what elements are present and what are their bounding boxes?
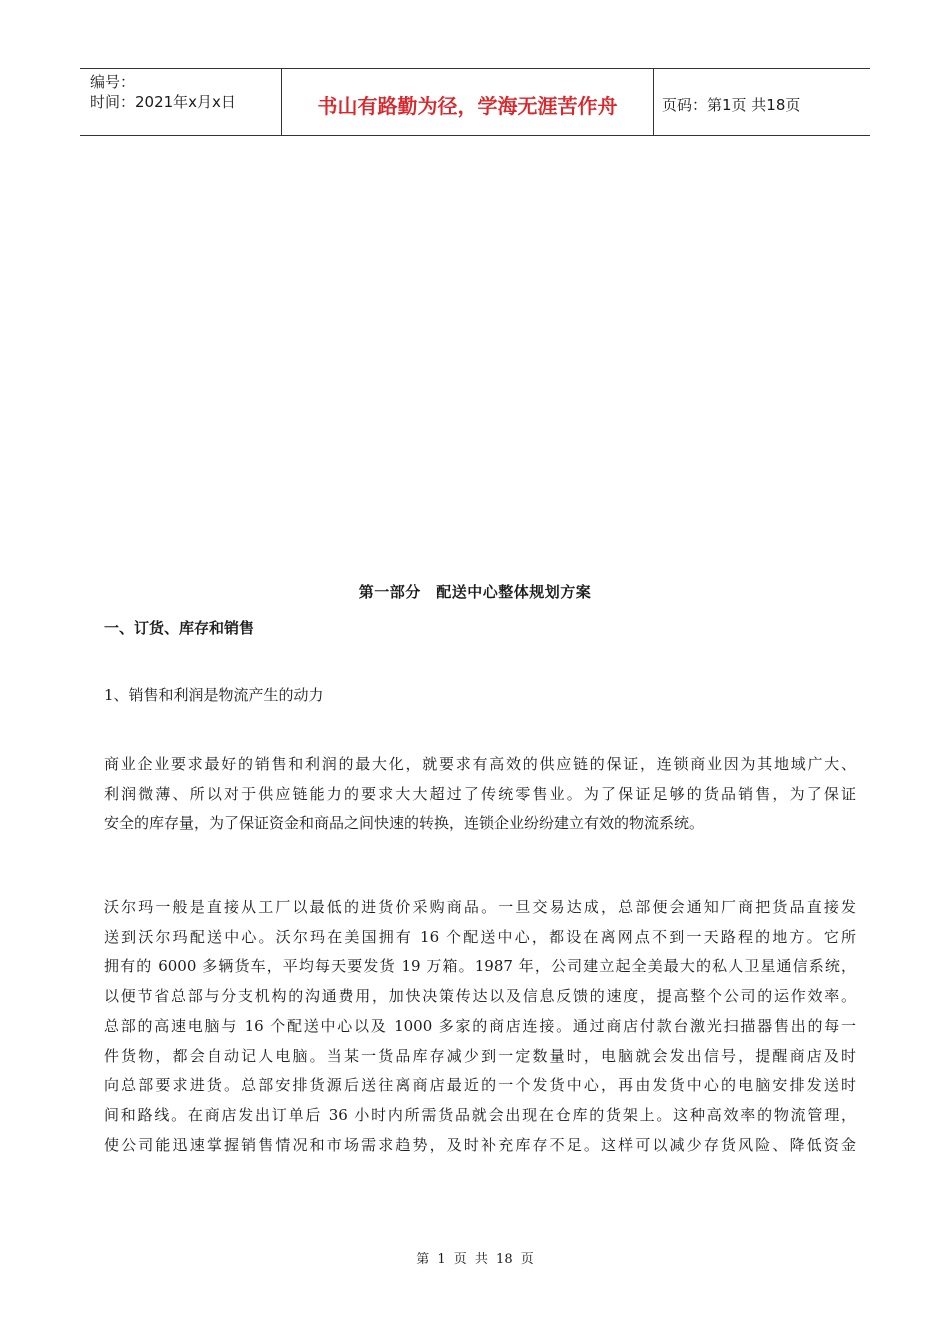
paragraph-line: 总部的高速电脑与 16 个配送中心以及 1000 多家的商店连接。通过商店付款台激光扫描器售出的每一: [104, 1016, 856, 1035]
paragraph-line: 间和路线。在商店发出订单后 36 小时内所需货品就会出现在仓库的货架上。这种高效率的物流管理，: [104, 1105, 856, 1124]
paragraph-line: 件货物，都会自动记人电脑。当某一货品库存减少到一定数量时，电脑就会发出信号，提醒商店及时: [104, 1046, 856, 1065]
paragraph-line: 向总部要求进货。总部安排货源后送往离商店最近的一个发货中心，再由发货中心的电脑安排发送时: [104, 1076, 856, 1095]
header-motto: 书山有路勤为径，学海无涯苦作舟: [282, 69, 654, 135]
item-title: 1、销售和利润是物流产生的动力: [104, 686, 324, 704]
paragraph-line: 商业企业要求最好的销售和利润的最大化，就要求有高效的供应链的保证，连锁商业因为其地域广大、: [104, 755, 856, 773]
page-header: [80, 68, 870, 136]
paragraph-line: 使公司能迅速掌握销售情况和市场需求趋势，及时补充库存不足。这样可以减少存货风险、降低资金: [104, 1135, 856, 1154]
section-title: 第一部分 配送中心整体规划方案: [358, 583, 592, 601]
header-page-number: 页码：第1页 共18页: [662, 95, 801, 114]
paragraph-1: [104, 750, 856, 839]
paragraph-2: [104, 893, 856, 1160]
header-meta: [80, 69, 282, 135]
page-footer: 第 1 页 共 18 页: [416, 1252, 534, 1267]
serial-number-label: 编号：: [90, 73, 136, 91]
paragraph-line: 安全的库存量，为了保证资金和商品之间快速的转换，连锁企业纷纷建立有效的物流系统。: [104, 814, 705, 833]
paragraph-line: 以便节省总部与分支机构的沟通费用，加快决策传达以及信息反馈的速度，提高整个公司的运作效率。: [104, 987, 856, 1006]
paragraph-line: 送到沃尔玛配送中心。沃尔玛在美国拥有 16 个配送中心，都设在离网点不到一天路程的地方。它所: [104, 927, 856, 946]
paragraph-line: 拥有的 6000 多辆货车，平均每天要发货 19 万箱。1987 年，公司建立起全美最大的私人卫星通信系统，: [104, 957, 856, 976]
paragraph-line: 利润微薄、所以对于供应链能力的要求大大超过了传统零售业。为了保证足够的货品销售，为了保证: [104, 784, 856, 803]
paragraph-line: 沃尔玛一般是直接从工厂以最低的进货价采购商品。一旦交易达成，总部便会通知厂商把货品直接发: [104, 898, 856, 916]
date-label: 时间：2021年x月x日: [90, 93, 236, 111]
subsection-title: 一、订货、库存和销售: [104, 619, 255, 637]
